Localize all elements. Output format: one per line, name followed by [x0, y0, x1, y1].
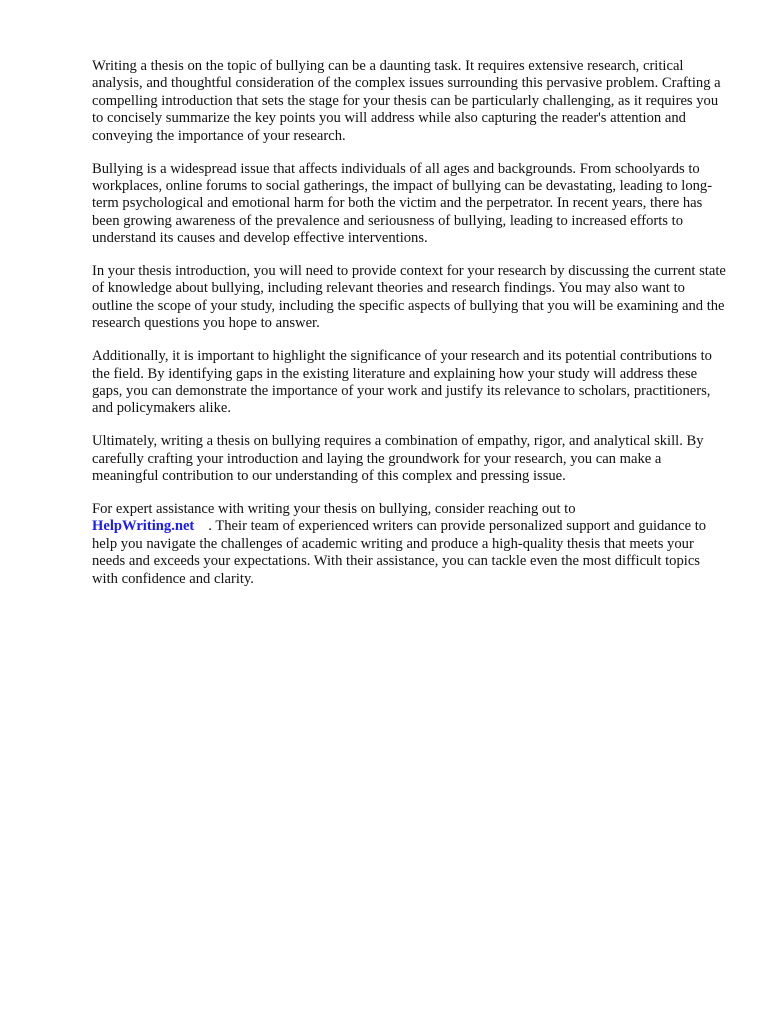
helpwriting-link[interactable]: HelpWriting.net [92, 518, 195, 535]
paragraph-expert-assistance [92, 501, 726, 588]
paragraph-significance: Additionally, it is important to highlight the significance of your research and its potential contributions to the field. By identifying gaps in the existing literature and explaining how your study will address these gaps, you can demonstrate the importance of your work and justify its relevance to scholars, practitioners, and policymakers alike. [92, 348, 712, 417]
assistance-text-after-link: . Their team of experienced writers can provide personalized support and guidance to help you navigate the challenges of academic writing and produce a high-quality thesis that meets your needs and exceeds your expectations. With their assistance, you can tackle even the most difficult topics with confidence and clarity. [92, 518, 707, 587]
paragraph-intro: Writing a thesis on the topic of bullying can be a daunting task. It requires extensive research, critical analysis, and thoughtful consideration of the complex issues surrounding this pervasive problem. Crafting a compelling introduction that sets the stage for your thesis can be particularly challenging, as it requires you to concisely summarize the key points you will address while also capturing the reader's attention and conveying the importance of your research. [92, 58, 721, 144]
paragraph-bullying-overview: Bullying is a widespread issue that affects individuals of all ages and backgrounds. From schoolyards to workplaces, online forums to social gatherings, the impact of bullying can be devastating, leading to long-term psychological and emotional harm for both the victim and the perpetrator. In recent years, there has been growing awareness of the prevalence and seriousness of bullying, leading to increased efforts to understand its causes and develop effective interventions. [92, 160, 713, 247]
document-page [92, 58, 726, 604]
paragraph-thesis-introduction: In your thesis introduction, you will need to provide context for your research by discussing the current state of knowledge about bullying, including relevant theories and research findings. You may also want to outline the scope of your study, including the specific aspects of bullying that you will be examining and the research questions you hope to answer. [92, 263, 726, 332]
assistance-text-before-link: For expert assistance with writing your thesis on bullying, consider reaching out to [92, 501, 576, 518]
paragraph-conclusion: Ultimately, writing a thesis on bullying requires a combination of empathy, rigor, and analytical skill. By carefully crafting your introduction and laying the groundwork for your research, you can make a meaningful contribution to our understanding of this complex and pressing issue. [92, 433, 704, 485]
